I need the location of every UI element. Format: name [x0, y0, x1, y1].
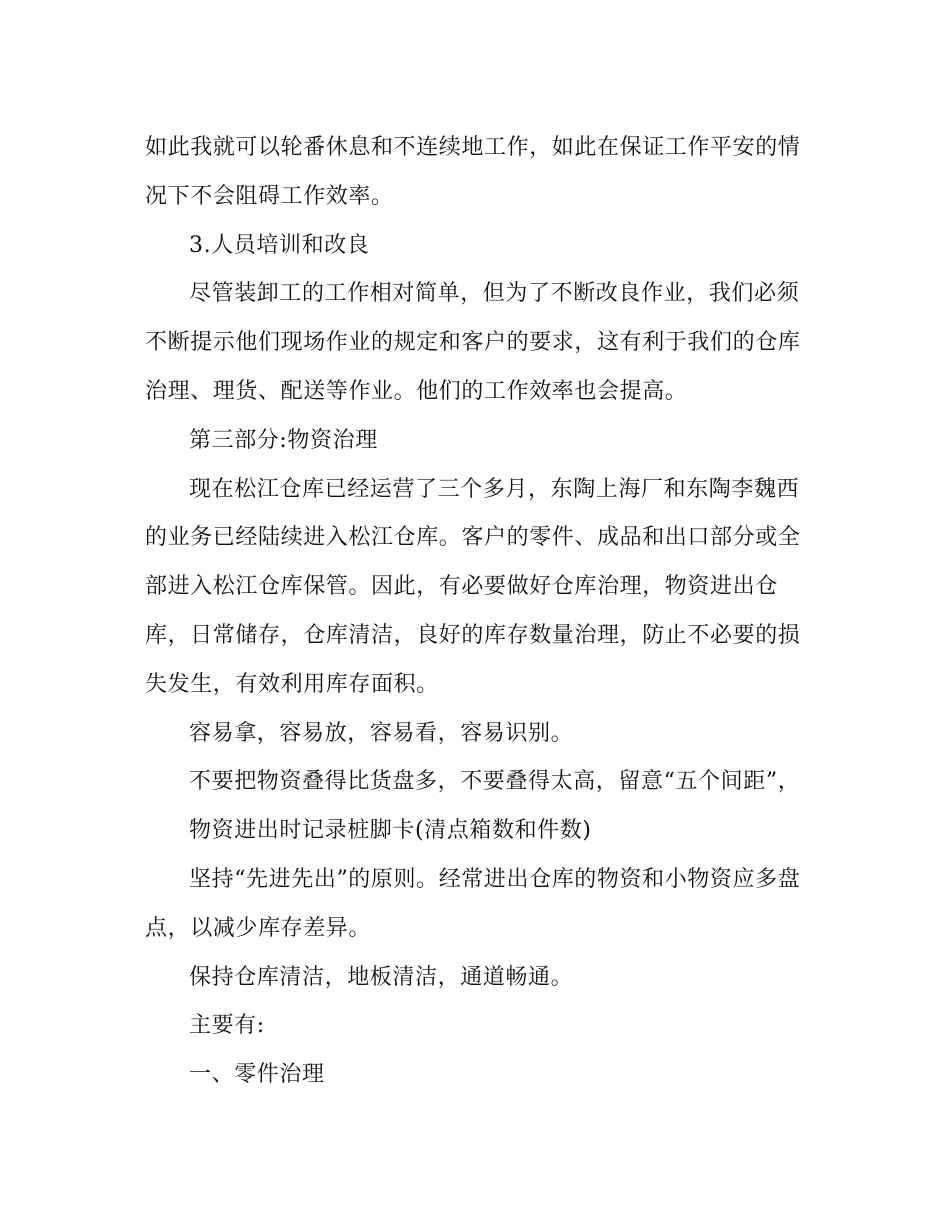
paragraph-training-details: 尽管装卸工的工作相对简单，但为了不断改良作业，我们必须不断提示他们现场作业的规定和客户的要求，这有利于我们的仓库治理、理货、配送等作业。他们的工作效率也会提高。 — [145, 281, 801, 404]
paragraph-easy-access: 容易拿，容易放，容易看，容易识别。 — [189, 720, 574, 746]
paragraph-fifo: 坚持“先进先出”的原则。经常进出仓库的物资和小物资应多盘点，以减少库存差异。 — [145, 866, 801, 941]
heading-part-three: 第三部分:物资治理 — [189, 427, 378, 453]
paragraph-songjiang-warehouse: 现在松江仓库已经运营了三个多月，东陶上海厂和东陶李魏西的业务已经陆续进入松江仓库。客户的零件、成品和出口部分或全部进入松江仓库保管。因此，有必要做好仓库治理，物资进出仓库，日常储存，仓库清洁，良好的库存数量治理，防止不必要的损失发生，有效利用库存面积。 — [145, 476, 801, 697]
paragraph-stock-card: 物资进出时记录桩脚卡(清点箱数和件数) — [189, 818, 592, 844]
paragraph-stacking-rules: 不要把物资叠得比货盘多，不要叠得太高，留意“五个间距”， — [189, 769, 801, 795]
heading-staff-training: 3.人员培训和改良 — [189, 232, 370, 258]
document-body — [145, 124, 815, 1100]
paragraph-cleanliness: 保持仓库清洁，地板清洁，通道畅通。 — [189, 964, 574, 990]
heading-parts-management: 一、零件治理 — [189, 1062, 325, 1088]
paragraph-rest-schedule: 如此我就可以轮番休息和不连续地工作，如此在保证工作平安的情况下不会阻碍工作效率。 — [145, 135, 801, 209]
paragraph-main-items: 主要有: — [189, 1013, 265, 1039]
